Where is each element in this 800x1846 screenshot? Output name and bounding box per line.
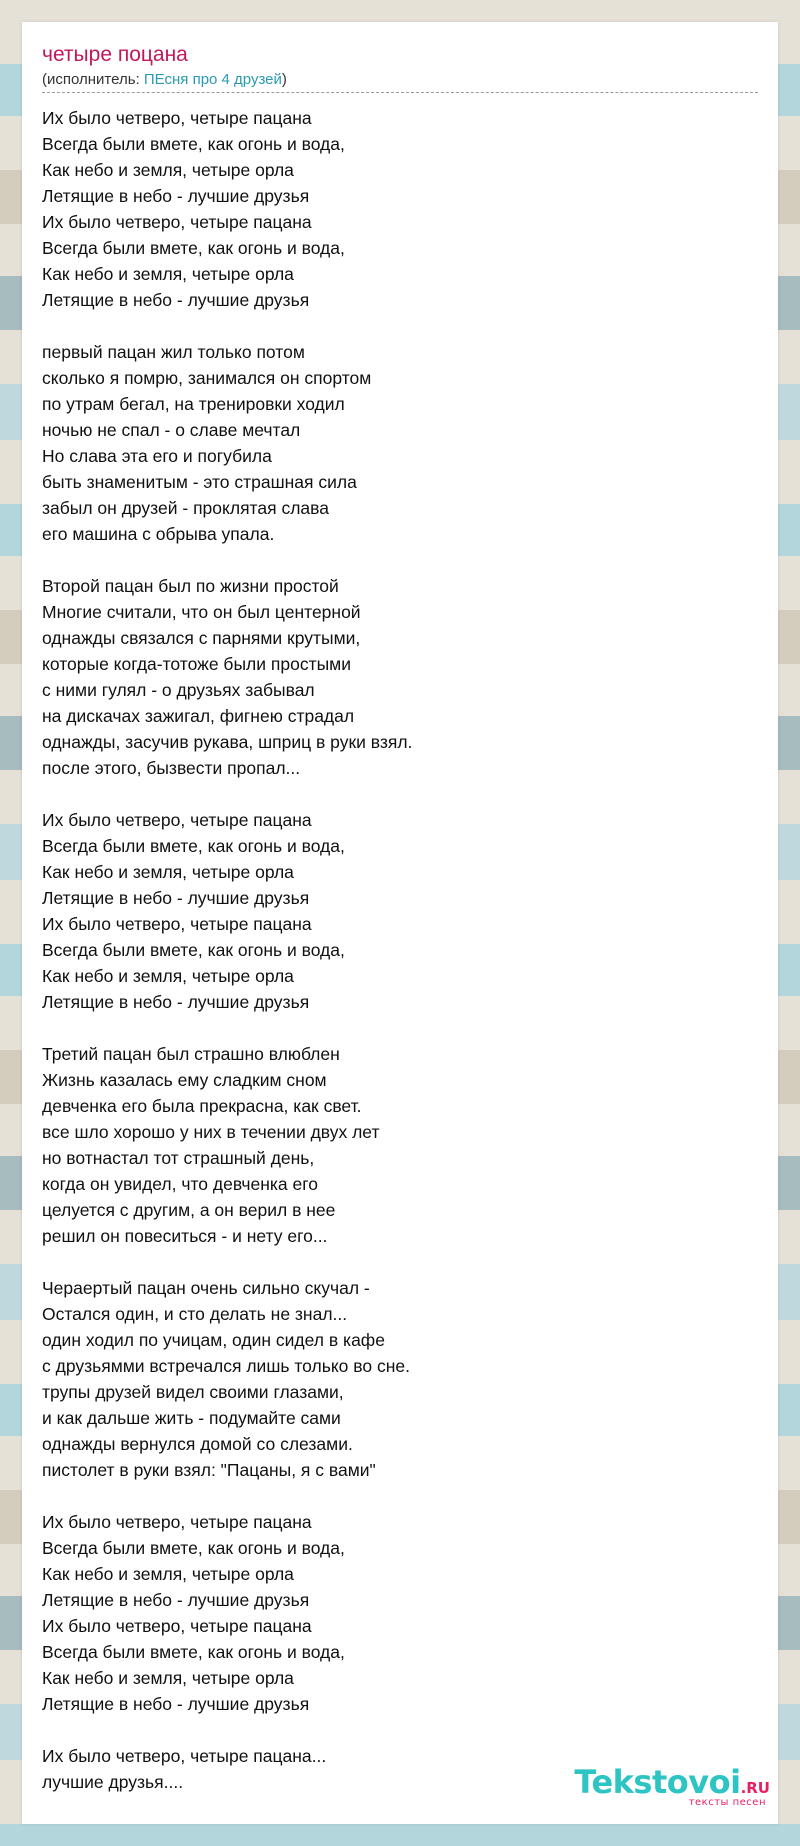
lyric-line: лучшие друзья.... bbox=[42, 1772, 184, 1792]
lyric-line: ночью не спал - о славе мечтал bbox=[42, 420, 301, 440]
lyrics-card bbox=[22, 22, 778, 1824]
lyric-line: первый пацан жил только потом bbox=[42, 342, 305, 362]
lyric-line: Летящие в небо - лучшие друзья bbox=[42, 186, 310, 206]
artist-suffix: ) bbox=[281, 71, 287, 88]
lyric-line: Их было четверо, четыре пацана bbox=[42, 914, 312, 934]
lyric-line: все шло хорошо у них в течении двух лет bbox=[42, 1122, 380, 1142]
lyric-line: однажды, засучив рукава, шприц в руки взял. bbox=[42, 732, 413, 752]
lyric-line: и как дальше жить - подумайте сами bbox=[42, 1408, 341, 1428]
artist-link[interactable]: ПЕсня про 4 друзей bbox=[143, 71, 282, 88]
lyric-line: Летящие в небо - лучшие друзья bbox=[42, 992, 310, 1012]
logo-tagline: тексты песен bbox=[688, 1797, 766, 1808]
lyric-line: пистолет в руки взял: "Пацаны, я с вами" bbox=[42, 1460, 376, 1480]
lyric-line: однажды связался с парнями крутыми, bbox=[42, 628, 361, 648]
lyric-line: его машина с обрыва упала. bbox=[42, 524, 275, 544]
lyric-line: Как небо и земля, четыре орла bbox=[42, 966, 294, 986]
lyric-line: один ходил по учицам, один сидел в кафе bbox=[42, 1330, 385, 1350]
lyric-line: на дискачах зажигал, фигнею страдал bbox=[42, 706, 355, 726]
logo-suffix-text: .RU bbox=[740, 1779, 770, 1797]
lyric-line: Летящие в небо - лучшие друзья bbox=[42, 888, 310, 908]
lyrics-stanza bbox=[42, 105, 742, 313]
lyric-line: Как небо и земля, четыре орла bbox=[42, 264, 294, 284]
artist-line bbox=[42, 71, 287, 89]
lyrics-stanza bbox=[42, 1275, 742, 1483]
lyric-line: Летящие в небо - лучшие друзья bbox=[42, 290, 310, 310]
lyric-line: которые когда-тотоже были простыми bbox=[42, 654, 351, 674]
tekstovoi-logo[interactable] bbox=[574, 1763, 770, 1808]
lyric-line: забыл он друзей - проклятая слава bbox=[42, 498, 329, 518]
lyric-line: Летящие в небо - лучшие друзья bbox=[42, 1694, 310, 1714]
title-divider bbox=[42, 92, 758, 93]
lyric-line: но вотнастал тот страшный день, bbox=[42, 1148, 315, 1168]
lyrics-text bbox=[42, 105, 742, 1821]
lyric-line: Как небо и земля, четыре орла bbox=[42, 160, 294, 180]
lyrics-stanza bbox=[42, 339, 742, 547]
lyric-line: Жизнь казалась ему сладким сном bbox=[42, 1070, 327, 1090]
lyric-line: Третий пацан был страшно влюблен bbox=[42, 1044, 340, 1064]
logo-main-text: Tekstovoi bbox=[574, 1763, 741, 1801]
lyric-line: с друзьямми встречался лишь только во сне. bbox=[42, 1356, 410, 1376]
lyric-line: Их было четверо, четыре пацана bbox=[42, 810, 312, 830]
lyric-line: Второй пацан был по жизни простой bbox=[42, 576, 339, 596]
lyric-line: быть знаменитым - это страшная сила bbox=[42, 472, 357, 492]
lyric-line: решил он повеситься - и нету его... bbox=[42, 1226, 328, 1246]
lyric-line: Но слава эта его и погубила bbox=[42, 446, 272, 466]
lyric-line: Их было четверо, четыре пацана... bbox=[42, 1746, 327, 1766]
lyric-line: Всегда были вмете, как огонь и вода, bbox=[42, 134, 345, 154]
lyric-line: после этого, бызвести пропал... bbox=[42, 758, 301, 778]
lyric-line: Как небо и земля, четыре орла bbox=[42, 862, 294, 882]
lyric-line: Как небо и земля, четыре орла bbox=[42, 1564, 294, 1584]
lyrics-stanza bbox=[42, 807, 742, 1015]
lyrics-stanza bbox=[42, 573, 742, 781]
artist-prefix: (исполнитель: bbox=[42, 71, 144, 88]
lyric-line: когда он увидел, что девченка его bbox=[42, 1174, 318, 1194]
lyric-line: Их было четверо, четыре пацана bbox=[42, 1616, 312, 1636]
lyric-line: Их было четверо, четыре пацана bbox=[42, 108, 312, 128]
lyric-line: однажды вернулся домой со слезами. bbox=[42, 1434, 353, 1454]
song-title: четыре поцана bbox=[42, 43, 188, 66]
lyric-line: Как небо и земля, четыре орла bbox=[42, 1668, 294, 1688]
logo-wordmark bbox=[574, 1763, 770, 1801]
lyric-line: Их было четверо, четыре пацана bbox=[42, 1512, 312, 1532]
lyric-line: Всегда были вмете, как огонь и вода, bbox=[42, 940, 345, 960]
lyric-line: Чераертый пацан очень сильно скучал - bbox=[42, 1278, 370, 1298]
lyric-line: Всегда были вмете, как огонь и вода, bbox=[42, 1642, 345, 1662]
lyric-line: целуется с другим, а он верил в нее bbox=[42, 1200, 336, 1220]
lyric-line: Многие считали, что он был центерной bbox=[42, 602, 361, 622]
lyrics-stanza bbox=[42, 1509, 742, 1717]
lyric-line: Всегда были вмете, как огонь и вода, bbox=[42, 238, 345, 258]
lyric-line: Остался один, и сто делать не знал... bbox=[42, 1304, 348, 1324]
lyric-line: Всегда были вмете, как огонь и вода, bbox=[42, 836, 345, 856]
lyric-line: с ними гулял - о друзьях забывал bbox=[42, 680, 315, 700]
lyric-line: Летящие в небо - лучшие друзья bbox=[42, 1590, 310, 1610]
lyric-line: Их было четверо, четыре пацана bbox=[42, 212, 312, 232]
lyrics-stanza bbox=[42, 1041, 742, 1249]
lyric-line: девченка его была прекрасна, как свет. bbox=[42, 1096, 362, 1116]
lyric-line: сколько я помрю, занимался он спортом bbox=[42, 368, 372, 388]
lyric-line: по утрам бегал, на тренировки ходил bbox=[42, 394, 345, 414]
lyric-line: трупы друзей видел своими глазами, bbox=[42, 1382, 344, 1402]
lyric-line: Всегда были вмете, как огонь и вода, bbox=[42, 1538, 345, 1558]
